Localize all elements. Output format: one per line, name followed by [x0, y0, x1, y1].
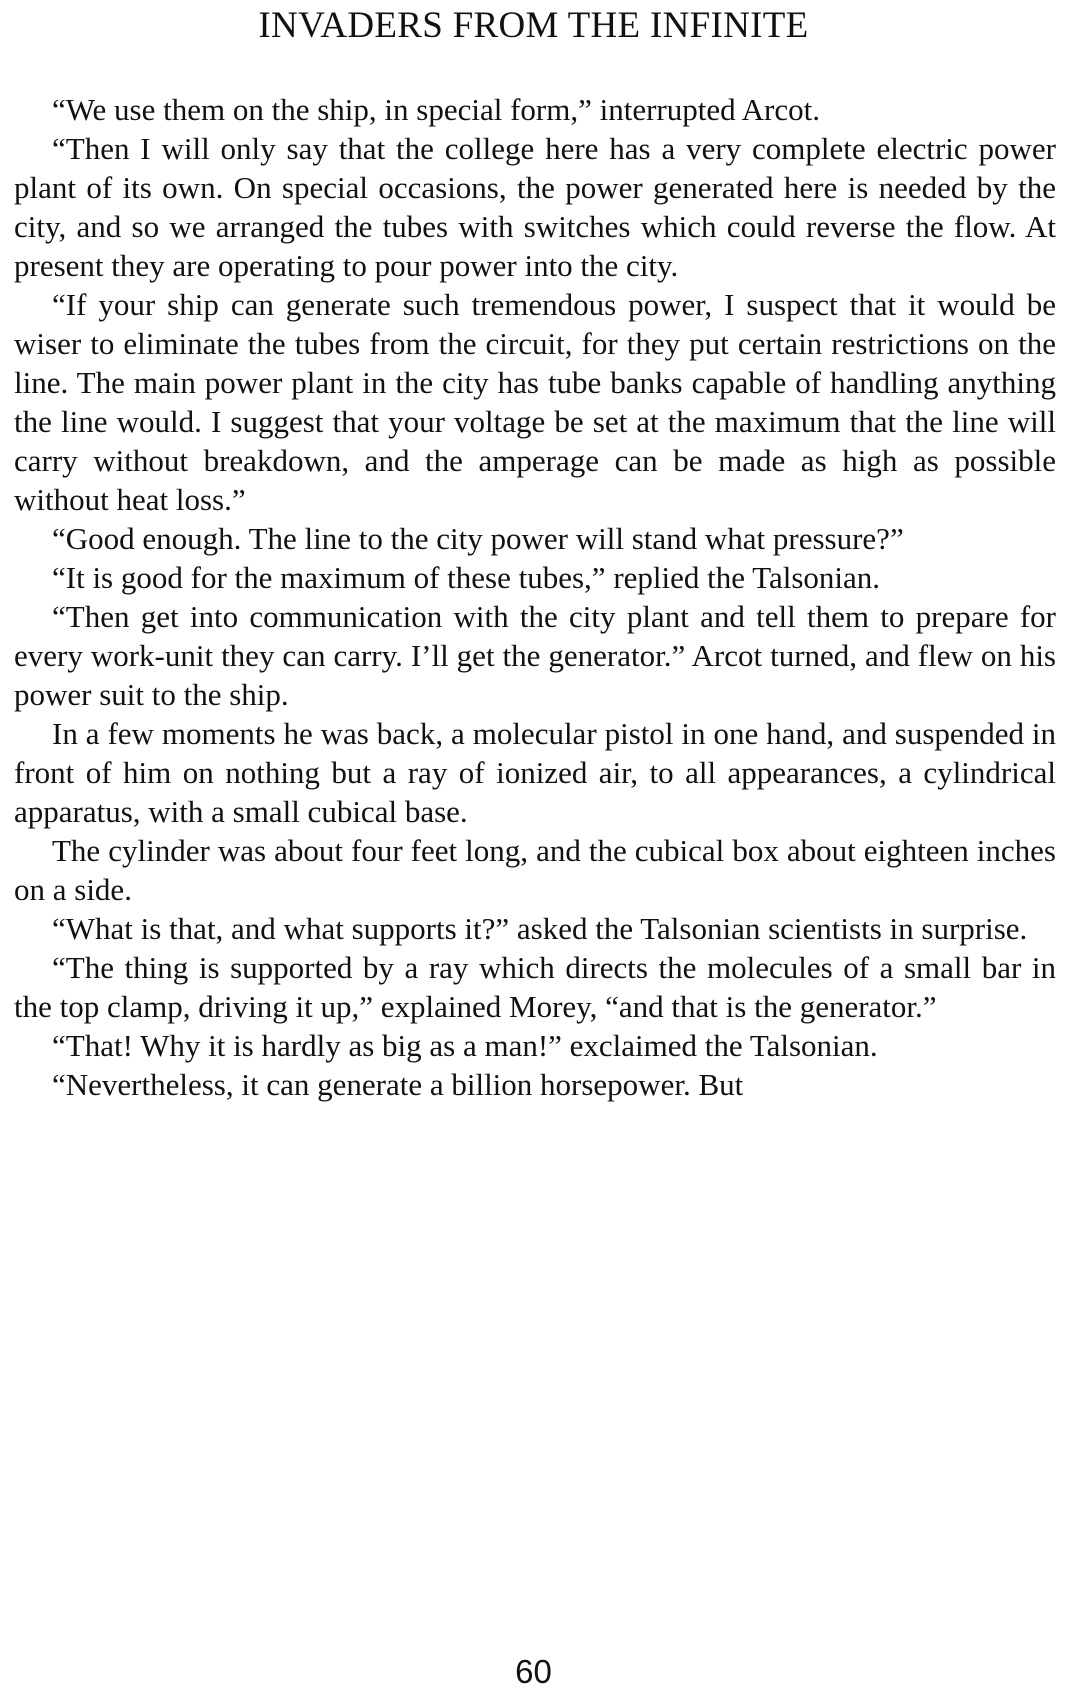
body-text — [14, 90, 1056, 1104]
paragraph: “The thing is supported by a ray which directs the molecules of a small bar in the top clamp, driving it up,” explained Morey, “and that is the generator.” — [14, 950, 1056, 1024]
paragraph: “If your ship can generate such tremendous power, I suspect that it would be wiser to eliminate the tubes from the circuit, for they put certain restrictions on the line. The main power plant in the city has tube banks capable of handling anything the line would. I suggest that your voltage be set at the maximum that the line will carry without breakdown, and the amperage can be made as high as possible without heat loss.” — [14, 287, 1056, 517]
paragraph: “What is that, and what supports it?” asked the Talsonian scientists in surprise. — [52, 911, 1028, 946]
paragraph: “Then I will only say that the college here has a very complete electric power plant of its own. On special occasions, the power generated here is needed by the city, and so we arranged the tubes with switches which could reverse the flow. At present they are operating to pour power into the city. — [14, 131, 1056, 283]
paragraph: “Good enough. The line to the city power will stand what pressure?” — [52, 521, 904, 556]
paragraph: “Then get into communication with the city plant and tell them to prepare for every work-unit they can carry. I’ll get the generator.” Arcot turned, and flew on his power suit to the ship. — [14, 599, 1056, 712]
paragraph: The cylinder was about four feet long, and the cubical box about eighteen inches on a side. — [14, 833, 1056, 907]
running-title: INVADERS FROM THE INFINITE — [258, 5, 809, 46]
paragraph: “It is good for the maximum of these tubes,” replied the Talsonian. — [52, 560, 881, 595]
paragraph: In a few moments he was back, a molecular pistol in one hand, and suspended in front of him on nothing but a ray of ionized air, to all appearances, a cylindrical apparatus, with a small cubical base. — [14, 716, 1056, 829]
page-number: 60 — [515, 1653, 552, 1690]
paragraph: “Nevertheless, it can generate a billion horsepower. But — [52, 1067, 744, 1102]
paragraph: “We use them on the ship, in special form,” interrupted Arcot. — [52, 92, 820, 127]
paragraph: “That! Why it is hardly as big as a man!” exclaimed the Talsonian. — [52, 1028, 878, 1063]
